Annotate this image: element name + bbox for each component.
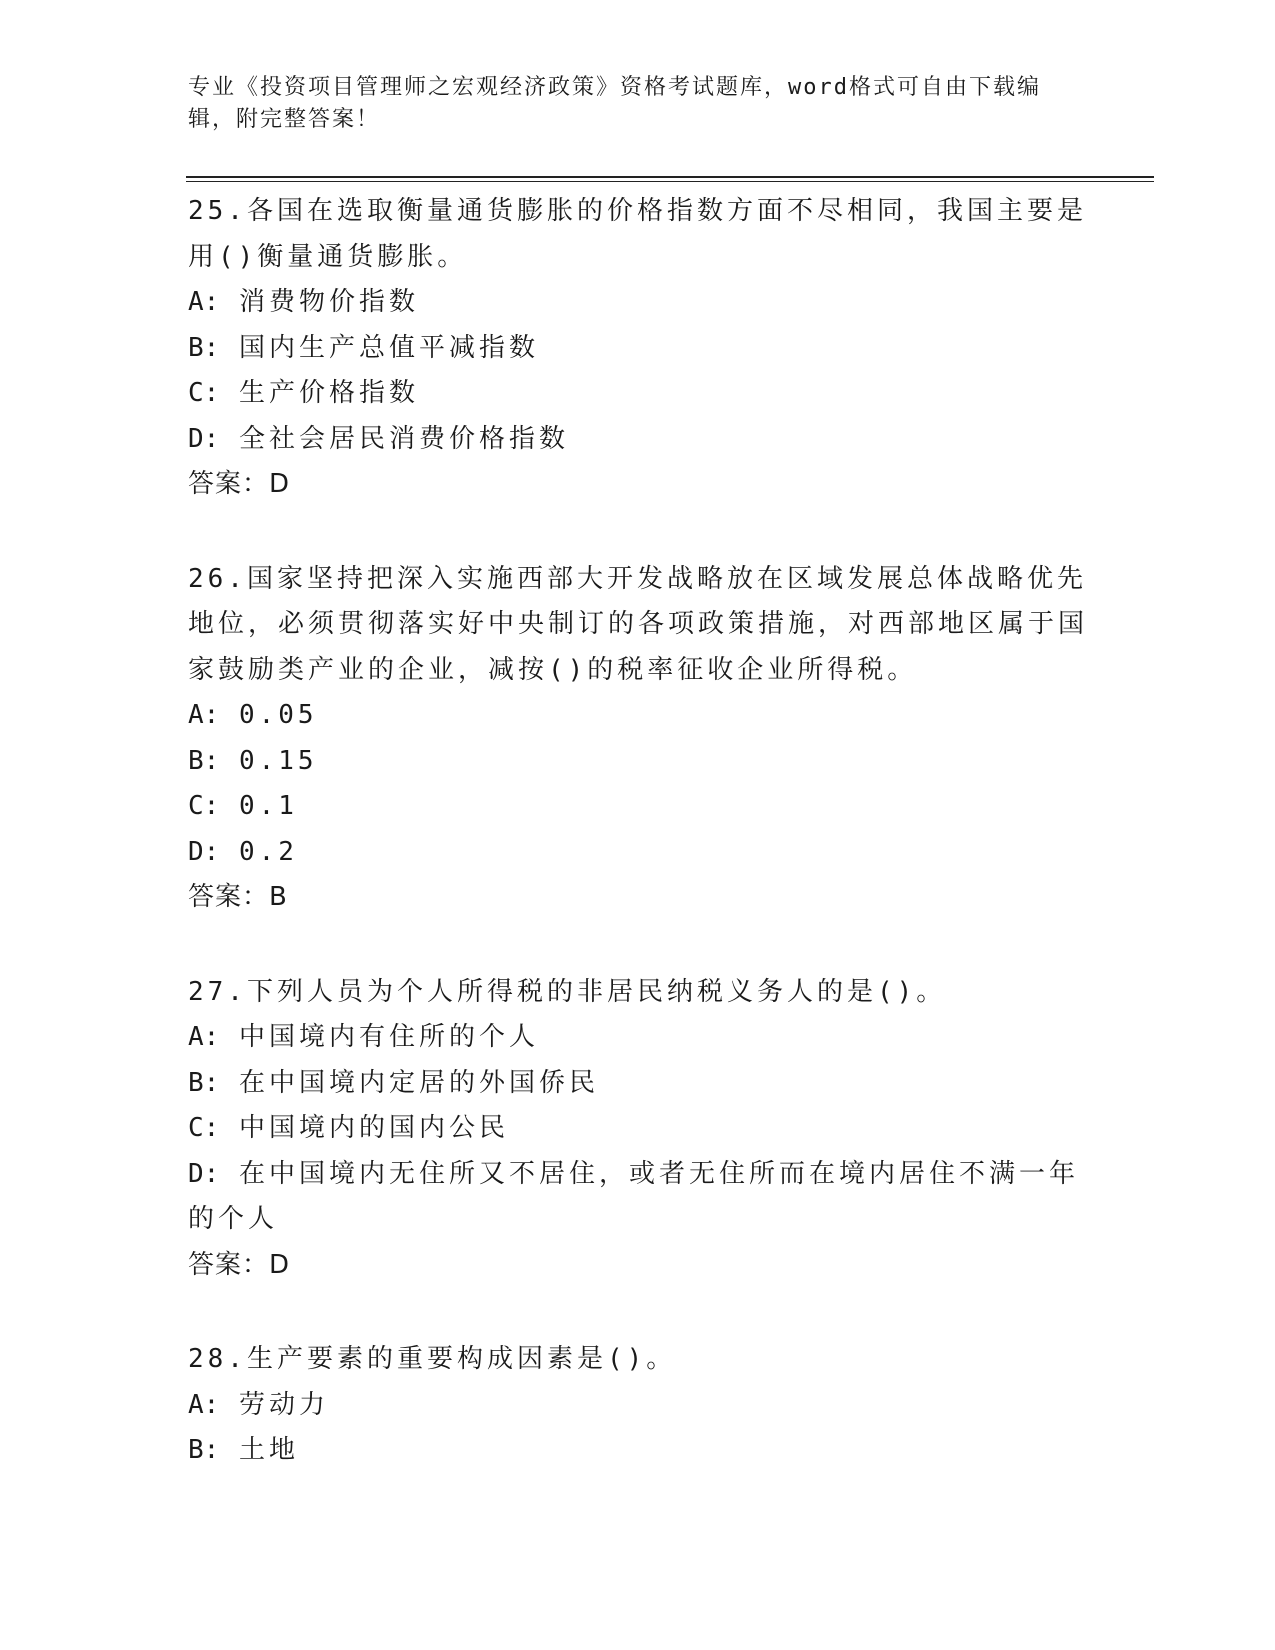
option-text: 全社会居民消费价格指数 <box>238 423 569 454</box>
option-b <box>188 326 1088 372</box>
option-d <box>188 1152 1088 1243</box>
option-a <box>188 1015 1088 1061</box>
header-rule-thick <box>186 176 1154 178</box>
option-text: 中国境内有住所的个人 <box>238 1022 539 1052</box>
option-text: 0.1 <box>238 791 298 821</box>
question-stem: 26.国家坚持把深入实施西部大开发战略放在区域发展总体战略优先地位，必须贯彻落实好中央制订的各项政策措施，对西部地区属于国家鼓励类产业的企业，减按()的税率征收企业所得税。 <box>188 563 1089 685</box>
question-28 <box>188 1337 1088 1474</box>
header-rule-thin <box>186 181 1154 182</box>
answer-line: 答案：D <box>188 1249 291 1280</box>
option-letter: A: <box>188 1022 220 1052</box>
option-a <box>188 693 1088 739</box>
option-text: 消费物价指数 <box>238 287 419 317</box>
option-text: 生产价格指数 <box>238 378 419 408</box>
option-d <box>188 417 1088 463</box>
option-d <box>188 830 1088 876</box>
option-letter: B: <box>188 332 220 363</box>
option-letter: A: <box>188 1389 220 1420</box>
option-letter: A: <box>188 287 220 317</box>
question-27 <box>188 970 1088 1289</box>
option-a <box>188 1383 1088 1429</box>
option-text: 土地 <box>238 1435 299 1465</box>
option-letter: D: <box>188 836 220 867</box>
option-letter: B: <box>188 1435 220 1465</box>
option-text: 在中国境内无住所又不居住，或者无住所而在境内居住不满一年的个人 <box>188 1158 1079 1234</box>
option-letter: C: <box>188 378 220 408</box>
option-b <box>188 1061 1088 1107</box>
option-c <box>188 371 1088 417</box>
option-text: 劳动力 <box>238 1389 329 1420</box>
option-text: 0.05 <box>238 700 318 730</box>
option-b <box>188 739 1088 785</box>
option-letter: D: <box>188 423 220 454</box>
option-letter: B: <box>188 745 220 776</box>
option-letter: D: <box>188 1158 220 1189</box>
question-26 <box>188 557 1088 921</box>
answer-line: 答案：D <box>188 469 291 499</box>
option-c <box>188 784 1088 830</box>
answer-line: 答案：B <box>188 882 288 912</box>
question-stem: 27.下列人员为个人所得税的非居民纳税义务人的是()。 <box>188 976 947 1007</box>
option-letter: B: <box>188 1067 220 1098</box>
option-c <box>188 1106 1088 1152</box>
option-text: 国内生产总值平减指数 <box>238 332 539 363</box>
option-letter: A: <box>188 700 220 730</box>
question-stem: 25.各国在选取衡量通货膨胀的价格指数方面不尽相同，我国主要是用()衡量通货膨胀。 <box>188 196 1087 272</box>
option-text: 中国境内的国内公民 <box>238 1113 509 1143</box>
question-25 <box>188 189 1088 508</box>
option-letter: C: <box>188 1113 220 1143</box>
option-text: 0.2 <box>238 836 298 867</box>
question-stem: 28.生产要素的重要构成因素是()。 <box>188 1344 677 1374</box>
option-letter: C: <box>188 791 220 821</box>
question-list <box>188 189 1088 1523</box>
option-text: 在中国境内定居的外国侨民 <box>238 1067 599 1098</box>
option-a <box>188 280 1088 326</box>
option-b <box>188 1428 1088 1474</box>
document-header: 专业《投资项目管理师之宏观经济政策》资格考试题库，word格式可自由下载编辑，附完整答案！ <box>188 75 1041 132</box>
option-text: 0.15 <box>238 745 318 776</box>
